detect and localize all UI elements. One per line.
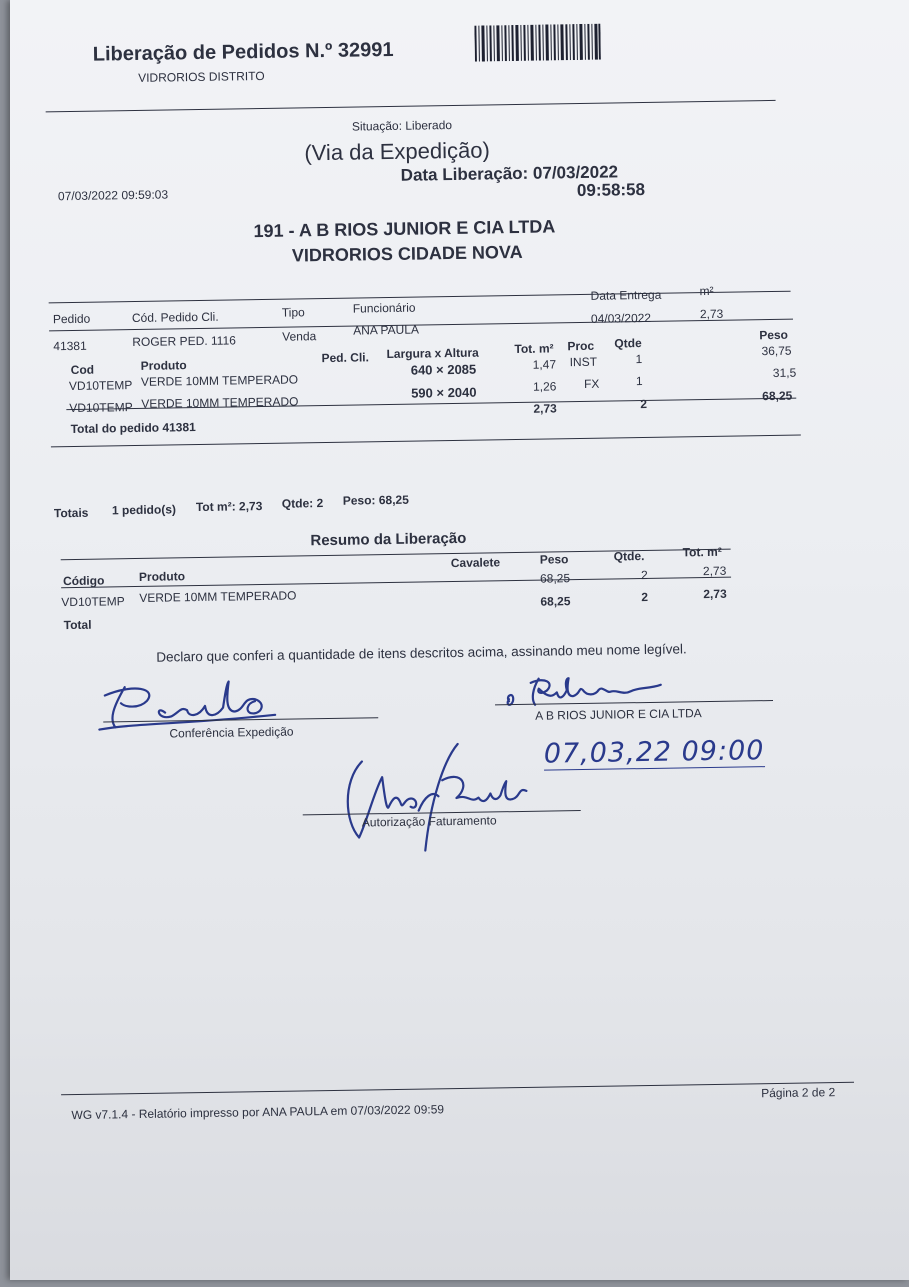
footer-page: Página 2 de 2 (761, 1085, 836, 1101)
resumo-col-qtde: Qtde. (613, 549, 645, 564)
items-col-qtde: Qtde (614, 336, 642, 351)
order-total-tot-m2: 2,73 (533, 401, 557, 416)
handwritten-date: 07,03,22 09:00 (543, 735, 765, 770)
conferencia-label: Conferência Expedição (169, 724, 294, 741)
item-2-produto: VERDE 10MM TEMPERADO (141, 394, 299, 411)
items-col-ped-cli: Ped. Cli. (321, 350, 370, 366)
item-2-proc: FX (583, 376, 600, 391)
col-cod-pedido-cli: Cód. Pedido Cli. (131, 309, 219, 326)
resumo-total-qtde: 2 (641, 589, 649, 605)
resumo-row-qtde: 2 (640, 567, 648, 583)
resumo-col-produto: Produto (138, 569, 186, 584)
resumo-row-tot-m2: 2,73 (702, 563, 727, 579)
totais-label: Totais (53, 505, 89, 521)
item-1-dim: 640 × 2085 (410, 361, 477, 378)
resumo-row-produto: VERDE 10MM TEMPERADO (139, 588, 297, 605)
items-col-peso: Peso (759, 327, 789, 343)
resumo-total-tot-m2: 2,73 (703, 586, 727, 602)
declaration-text: Declaro que conferi a quantidade de itens descritos acima, assinando meu nome legível. (156, 641, 687, 665)
client-name: 191 - A B RIOS JUNIOR E CIA LTDA (253, 216, 556, 242)
resumo-total-label: Total (63, 617, 92, 633)
item-2-dim: 590 × 2040 (411, 384, 477, 401)
data-liberacao: Data Liberação: 07/03/2022 (400, 162, 619, 185)
item-1-produto: VERDE 10MM TEMPERADO (140, 372, 299, 389)
col-tipo: Tipo (281, 305, 305, 320)
item-1-proc: INST (569, 354, 598, 370)
items-col-cod: Cod (70, 362, 95, 378)
totais-peso: Peso: 68,25 (342, 492, 409, 508)
order-bottom-rule (51, 435, 801, 448)
order-pedido: 41381 (53, 338, 87, 354)
items-col-proc: Proc (567, 338, 595, 354)
item-2-qtde: 1 (635, 374, 643, 389)
signature-autorizacao-icon (332, 739, 534, 854)
barcode-icon (474, 24, 601, 62)
resumo-row-codigo: VD10TEMP (61, 594, 125, 610)
items-col-produto: Produto (140, 358, 187, 373)
footer-report: WG v7.1.4 - Relatório impresso por ANA PAULA em 07/03/2022 09:59 (71, 1102, 445, 1123)
via-label: (Via da Expedição) (304, 137, 491, 166)
col-m2: m² (699, 283, 714, 299)
order-total-qtde: 2 (640, 396, 648, 412)
item-1-cod: VD10TEMP (68, 378, 133, 394)
document-subtitle: VIDRORIOS DISTRITO (138, 68, 265, 85)
footer-rule (61, 1082, 854, 1095)
order-data-entrega: 04/03/2022 (590, 310, 652, 326)
order-top-rule (49, 291, 791, 304)
totais-tot-m2: Tot m²: 2,73 (195, 499, 263, 515)
item-1-tot-m2: 1,47 (532, 357, 557, 372)
autorizacao-label: Autorização Faturamento (361, 813, 497, 830)
cliente-label: A B RIOS JUNIOR E CIA LTDA (535, 706, 702, 723)
resumo-total-peso: 68,25 (540, 594, 571, 609)
client-branch: VIDRORIOS CIDADE NOVA (291, 241, 523, 266)
resumo-title: Resumo da Liberação (310, 529, 467, 550)
order-total-peso: 68,25 (762, 388, 793, 404)
signature-cliente-icon (501, 673, 672, 712)
item-2-tot-m2: 1,26 (532, 379, 557, 394)
col-funcionario: Funcionário (352, 300, 416, 316)
item-1-qtde: 1 (635, 352, 643, 367)
items-col-tot-m2: Tot. m² (514, 341, 554, 357)
totais-pedidos: 1 pedido(s) (111, 502, 177, 518)
resumo-row-peso: 68,25 (539, 571, 571, 586)
order-cod-pedido-cli: ROGER PED. 1116 (132, 333, 236, 350)
resumo-col-codigo: Código (62, 573, 105, 589)
col-data-entrega: Data Entrega (590, 287, 662, 303)
item-2-peso: 31,5 (772, 365, 797, 380)
header-divider (46, 100, 776, 112)
situacao-label: Situação: Liberado (351, 117, 453, 134)
order-tipo: Venda (282, 329, 317, 344)
resumo-col-cavalete: Cavalete (450, 555, 501, 571)
hora-liberacao: 09:58:58 (576, 179, 646, 201)
order-funcionario: ANA PAULA (353, 322, 420, 338)
print-datetime: 07/03/2022 09:59:03 (57, 187, 169, 204)
order-total-label: Total do pedido 41381 (70, 420, 196, 437)
item-2-cod: VD10TEMP (69, 400, 133, 416)
item-1-peso: 36,75 (761, 343, 792, 359)
col-pedido: Pedido (52, 311, 91, 327)
order-m2: 2,73 (699, 306, 724, 322)
resumo-col-peso: Peso (539, 552, 569, 567)
totais-qtde: Qtde: 2 (281, 496, 324, 511)
document-title: Liberação de Pedidos N.º 32991 (92, 38, 394, 66)
resumo-col-tot-m2: Tot. m² (682, 544, 722, 560)
items-col-largura-altura: Largura x Altura (386, 345, 479, 362)
